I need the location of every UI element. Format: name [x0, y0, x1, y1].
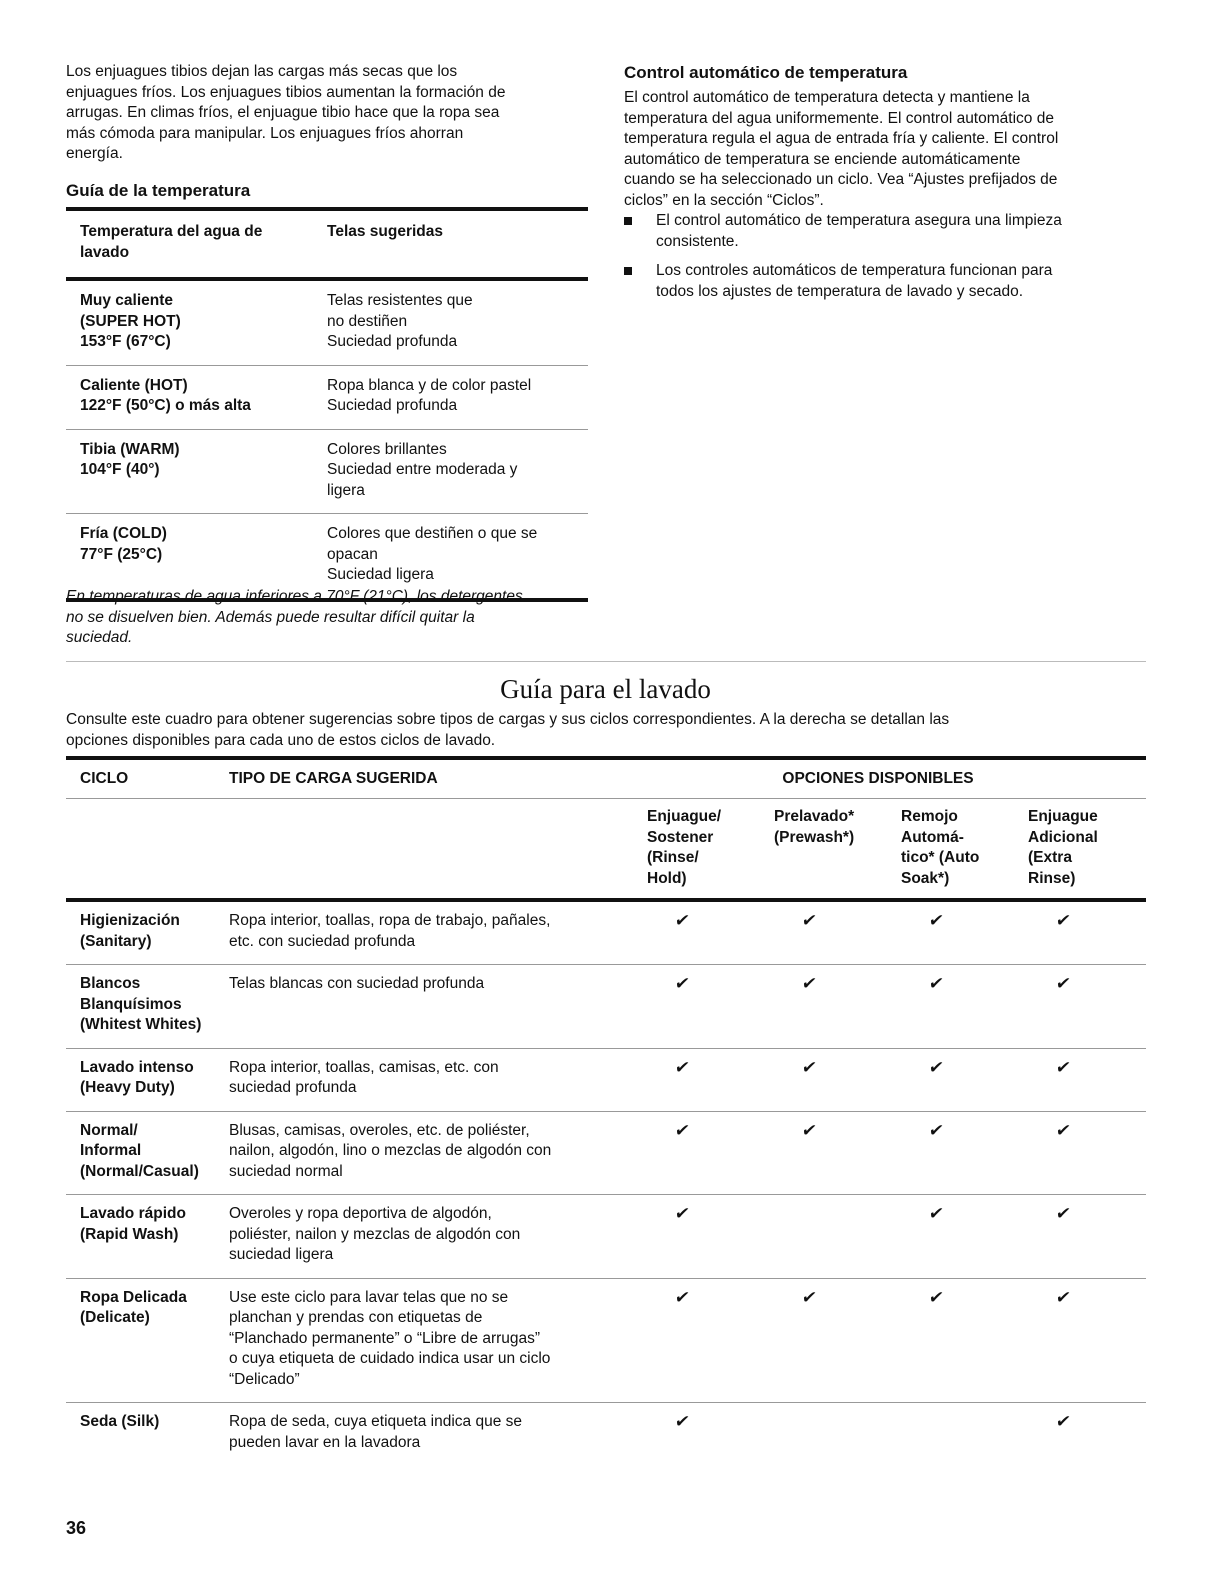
header-suggested-fabrics: Telas sugeridas	[327, 223, 444, 240]
option-check-cell	[1000, 1412, 1127, 1453]
load-type-line: “Planchado permanente” o “Libre de arrugas”	[229, 1329, 541, 1347]
load-type	[229, 1288, 624, 1391]
option-check-cell	[619, 1204, 746, 1266]
load-type-line: Overoles y ropa deportiva de algodón,	[229, 1205, 492, 1222]
option-header-line: tico* (Auto	[901, 849, 980, 866]
wash-rows	[66, 902, 1146, 1465]
section-divider	[66, 661, 1146, 662]
cycle-name-line: Seda (Silk)	[80, 1413, 160, 1430]
fabric-line: Suciedad profunda	[327, 397, 458, 414]
check-mark-icon: ✔	[1054, 1057, 1073, 1077]
option-check-cell	[746, 1121, 873, 1183]
option-check-cell	[619, 1412, 746, 1453]
check-mark-icon: ✔	[927, 911, 946, 930]
cycle-row	[66, 965, 1146, 1048]
auto-temp-line: cuando se ha seleccionado un ciclo. Vea “Ajustes prefijados de	[624, 171, 1058, 188]
option-header-line: Adicional	[1028, 828, 1098, 846]
check-mark-icon: ✔	[800, 1287, 819, 1307]
cycle-name-line: (Normal/Casual)	[80, 1162, 199, 1180]
option-header	[647, 807, 774, 898]
temperature-name-line: 153°F (67°C)	[80, 333, 171, 350]
load-type	[229, 1121, 624, 1183]
fabric-line: Suciedad profunda	[327, 333, 458, 350]
cycle-row	[66, 1049, 1146, 1111]
option-check-cell	[1000, 911, 1127, 952]
load-type-line: Ropa de seda, cuya etiqueta indica que se	[229, 1413, 522, 1430]
check-mark-icon: ✔	[673, 1287, 692, 1307]
cycle-row	[66, 902, 1146, 964]
wash-guide-table	[66, 756, 1146, 1465]
intro-line: arrugas. En climas fríos, el enjuague tibio hace que la ropa sea	[66, 104, 500, 121]
load-type	[229, 974, 624, 1036]
check-mark-icon: ✔	[673, 1204, 692, 1223]
check-mark-icon: ✔	[1054, 1287, 1073, 1307]
check-mark-icon: ✔	[1054, 911, 1073, 930]
option-check-cell	[873, 1121, 1000, 1183]
fabric-line: Colores brillantes	[327, 440, 447, 458]
load-type-line: Blusas, camisas, overoles, etc. de poliéster,	[229, 1121, 530, 1139]
auto-temp-line: El control automático de temperatura detecta y mantiene la	[624, 89, 1030, 106]
check-mark-icon: ✔	[1054, 1120, 1073, 1140]
cycle-name-line: (Whitest Whites)	[80, 1016, 202, 1033]
option-check-cell	[746, 974, 873, 1036]
wash-table-header	[66, 760, 1146, 798]
load-type-line: Telas blancas con suciedad profunda	[229, 975, 485, 992]
option-check-cell	[619, 1058, 746, 1099]
fabric-line: Telas resistentes que	[327, 292, 473, 309]
check-mark-icon: ✔	[927, 1120, 946, 1140]
cycle-name-line: Informal	[80, 1142, 142, 1159]
option-header-line: Enjuague	[1028, 808, 1098, 825]
option-header	[774, 807, 901, 898]
option-header-line: (Extra	[1028, 849, 1072, 866]
fabric-line: opacan	[327, 545, 378, 563]
cycle-name-line: Blanquísimos	[80, 995, 182, 1013]
bullet-text	[656, 211, 1062, 252]
temperature-row	[66, 366, 588, 429]
bullet-line: todos los ajustes de temperatura de lavado y secado.	[656, 282, 1024, 300]
wash-guide-title: Guía para el lavado	[500, 674, 711, 704]
note-line: no se disuelven bien. Además puede resultar difícil quitar la	[66, 608, 475, 626]
cycle-name-line: (Rapid Wash)	[80, 1225, 179, 1243]
auto-temp-line: ciclos” en la sección “Ciclos”.	[624, 191, 824, 209]
check-mark-icon: ✔	[800, 1120, 819, 1140]
temperature-row	[66, 514, 588, 598]
fabric-line: ligera	[327, 481, 365, 499]
table-header-row	[66, 211, 588, 277]
option-header	[901, 807, 1028, 898]
temperature-name-line: Caliente (HOT)	[80, 376, 188, 394]
cycle-name-line: Lavado rápido	[80, 1205, 186, 1222]
check-mark-icon: ✔	[673, 911, 692, 930]
option-check-cell	[746, 1412, 873, 1453]
option-checks	[619, 911, 1127, 952]
load-type-line: o cuya etiqueta de cuidado indica usar un ciclo	[229, 1350, 551, 1367]
option-header	[1028, 807, 1145, 898]
check-mark-icon: ✔	[673, 1057, 692, 1077]
options-subheader	[66, 799, 1146, 898]
option-check-cell	[873, 1288, 1000, 1391]
check-mark-icon: ✔	[927, 1287, 946, 1307]
cycle-row	[66, 1279, 1146, 1403]
option-check-cell	[746, 1288, 873, 1391]
suggested-fabrics	[327, 291, 588, 353]
bullet-square-icon	[624, 217, 632, 225]
option-header-line: Remojo	[901, 808, 958, 825]
option-checks	[619, 1121, 1127, 1183]
bullet-line: El control automático de temperatura asegura una limpieza	[656, 212, 1062, 229]
option-check-cell	[873, 911, 1000, 952]
bullet-item	[618, 211, 1138, 252]
option-check-cell	[746, 1204, 873, 1266]
note-line: suciedad.	[66, 629, 133, 646]
fabric-line: Suciedad entre moderada y	[327, 461, 518, 478]
check-mark-icon: ✔	[800, 1057, 819, 1077]
auto-temp-line: temperatura del agua uniformemente. El control automático de	[624, 109, 1054, 127]
option-header-line: Rinse)	[1028, 869, 1076, 887]
option-header-line: Soak*)	[901, 869, 950, 887]
cycle-row	[66, 1195, 1146, 1278]
cycle-name	[66, 1412, 229, 1453]
option-header-line: (Rinse/	[647, 849, 699, 866]
temperature-row	[66, 281, 588, 365]
header-load-type: TIPO DE CARGA SUGERIDA	[229, 769, 438, 787]
cycle-name-line: Ropa Delicada	[80, 1288, 187, 1306]
bullet-item	[618, 261, 1138, 302]
cycle-name	[66, 974, 229, 1036]
option-header-line: Automá-	[901, 828, 964, 846]
cycle-name	[66, 1121, 229, 1183]
option-check-cell	[746, 1058, 873, 1099]
page-number: 36	[66, 1518, 87, 1538]
check-mark-icon: ✔	[673, 974, 692, 993]
option-check-cell	[1000, 1058, 1127, 1099]
wash-guide-intro	[66, 710, 1141, 751]
option-check-cell	[1000, 1288, 1127, 1391]
load-type-line: suciedad profunda	[229, 1079, 357, 1096]
option-checks	[619, 1288, 1127, 1391]
option-header-line: Prelavado*	[774, 808, 855, 825]
load-type-line: suciedad ligera	[229, 1246, 334, 1263]
cycle-row	[66, 1112, 1146, 1195]
auto-temp-line: automático de temperatura se enciende automáticamente	[624, 150, 1021, 168]
load-type-line: suciedad normal	[229, 1162, 343, 1180]
check-mark-icon: ✔	[1054, 1412, 1073, 1431]
auto-temp-heading: Control automático de temperatura	[624, 63, 908, 82]
cycle-name-line: Lavado intenso	[80, 1058, 194, 1076]
temperature-name-line: 104°F (40°)	[80, 461, 160, 478]
load-type	[229, 1058, 624, 1099]
check-mark-icon: ✔	[1054, 1204, 1073, 1223]
option-check-cell	[619, 1121, 746, 1183]
temperature-name	[80, 524, 327, 586]
temperature-note	[66, 587, 596, 649]
load-type	[229, 911, 624, 952]
cycle-name-line: Normal/	[80, 1121, 138, 1139]
auto-temp-bullets	[618, 211, 1138, 311]
bullet-line: Los controles automáticos de temperatura funcionan para	[656, 262, 1053, 279]
temperature-name-line: (SUPER HOT)	[80, 312, 181, 330]
check-mark-icon: ✔	[673, 1412, 692, 1431]
option-checks	[619, 1058, 1127, 1099]
load-type-line: pueden lavar en la lavadora	[229, 1433, 421, 1451]
temperature-name-line: Tibia (WARM)	[80, 440, 180, 458]
temperature-name	[80, 376, 327, 417]
load-type-line: planchan y prendas con etiquetas de	[229, 1309, 483, 1326]
option-header-line: Sostener	[647, 828, 714, 846]
intro-line: energía.	[66, 145, 123, 162]
temperature-name-line: 77°F (25°C)	[80, 545, 163, 563]
intro-line: enjuagues fríos. Los enjuagues tibios aumentan la formación de	[66, 83, 506, 101]
check-mark-icon: ✔	[1054, 974, 1073, 993]
load-type-line: poliéster, nailon y mezclas de algodón con	[229, 1225, 521, 1243]
fabric-line: Suciedad ligera	[327, 566, 434, 583]
bullet-text	[656, 261, 1052, 302]
check-mark-icon: ✔	[800, 911, 819, 930]
load-type-line: “Delicado”	[229, 1370, 300, 1388]
note-line: En temperaturas de agua inferiores a 70°F (21°C), los detergentes	[66, 588, 523, 605]
option-check-cell	[873, 1412, 1000, 1453]
load-type	[229, 1412, 624, 1453]
wash-intro-line: opciones disponibles para cada uno de estos ciclos de lavado.	[66, 731, 496, 749]
option-checks	[619, 1204, 1127, 1266]
cycle-row	[66, 1403, 1146, 1465]
fabric-line: no destiñen	[327, 312, 408, 330]
suggested-fabrics	[327, 440, 588, 502]
option-check-cell	[873, 1058, 1000, 1099]
option-header-line: Hold)	[647, 869, 687, 887]
cycle-name-line: (Heavy Duty)	[80, 1079, 175, 1096]
load-type-line: nailon, algodón, lino o mezclas de algodón con	[229, 1142, 552, 1159]
option-checks	[619, 974, 1127, 1036]
load-type	[229, 1204, 624, 1266]
suggested-fabrics	[327, 524, 588, 586]
cycle-name	[66, 1204, 229, 1266]
load-type-line: Use este ciclo para lavar telas que no se	[229, 1288, 509, 1306]
check-mark-icon: ✔	[800, 974, 819, 993]
bullet-line: consistente.	[656, 232, 739, 250]
intro-line: más cómoda para manipular. Los enjuagues fríos ahorran	[66, 124, 464, 142]
auto-temp-line: temperatura regula el agua de entrada fría y caliente. El control	[624, 130, 1059, 147]
check-mark-icon: ✔	[927, 1057, 946, 1077]
temperature-rows	[66, 281, 588, 598]
temperature-row	[66, 430, 588, 514]
load-type-line: etc. con suciedad profunda	[229, 932, 416, 950]
intro-line: Los enjuagues tibios dejan las cargas más secas que los	[66, 63, 458, 80]
wash-intro-line: Consulte este cuadro para obtener sugerencias sobre tipos de cargas y sus ciclos correspondientes. A la derecha se detallan las	[66, 711, 950, 728]
option-check-cell	[873, 974, 1000, 1036]
header-available-options: OPCIONES DISPONIBLES	[782, 769, 974, 787]
option-header-line: Enjuague/	[647, 808, 722, 825]
header-water-temperature: Temperatura del agua de lavado	[80, 223, 263, 261]
cycle-name	[66, 1058, 229, 1099]
option-check-cell	[746, 911, 873, 952]
cycle-name	[66, 1288, 229, 1391]
intro-paragraph	[66, 62, 586, 165]
option-check-cell	[619, 974, 746, 1036]
option-check-cell	[873, 1204, 1000, 1266]
cycle-name-line: Blancos	[80, 975, 141, 992]
option-check-cell	[1000, 974, 1127, 1036]
check-mark-icon: ✔	[673, 1120, 692, 1140]
option-check-cell	[619, 1288, 746, 1391]
temperature-name-line: Fría (COLD)	[80, 525, 167, 542]
temperature-guide-table	[66, 207, 588, 602]
cycle-name-line: (Sanitary)	[80, 932, 152, 950]
check-mark-icon: ✔	[927, 974, 946, 993]
suggested-fabrics	[327, 376, 588, 417]
option-check-cell	[1000, 1204, 1127, 1266]
load-type-line: Ropa interior, toallas, ropa de trabajo, pañales,	[229, 912, 551, 929]
auto-temp-paragraph	[624, 88, 1139, 211]
temperature-name-line: Muy caliente	[80, 292, 174, 309]
temperature-guide-heading: Guía de la temperatura	[66, 181, 251, 200]
cycle-name	[66, 911, 229, 952]
option-check-cell	[1000, 1121, 1127, 1183]
option-checks	[619, 1412, 1127, 1453]
option-check-cell	[619, 911, 746, 952]
fabric-line: Ropa blanca y de color pastel	[327, 376, 532, 394]
check-mark-icon: ✔	[927, 1204, 946, 1223]
load-type-line: Ropa interior, toallas, camisas, etc. con	[229, 1058, 499, 1076]
fabric-line: Colores que destiñen o que se	[327, 525, 538, 542]
cycle-name-line: Higienización	[80, 912, 180, 929]
option-header-line: (Prewash*)	[774, 828, 855, 846]
cycle-name-line: (Delicate)	[80, 1309, 150, 1326]
bullet-square-icon	[624, 267, 632, 275]
header-cycle: CICLO	[80, 769, 129, 787]
temperature-name-line: 122°F (50°C) o más alta	[80, 397, 251, 414]
temperature-name	[80, 291, 327, 353]
temperature-name	[80, 440, 327, 502]
